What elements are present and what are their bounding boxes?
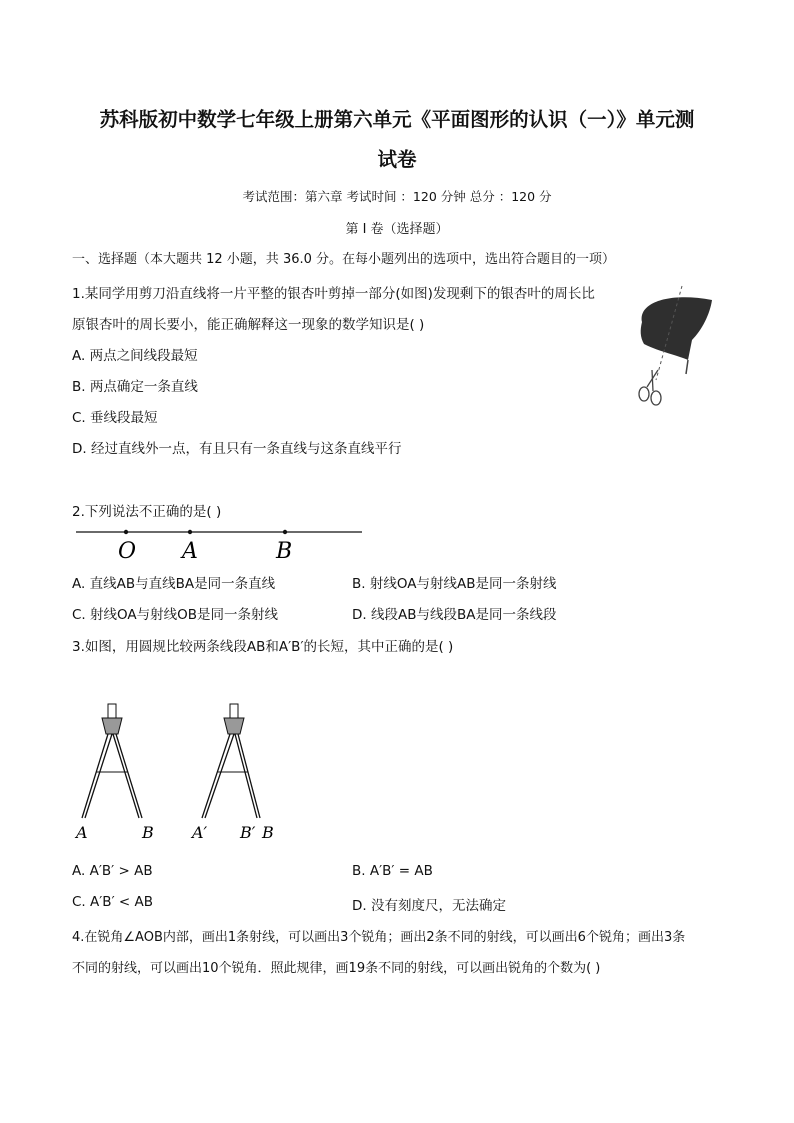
q2-option-d: D. 线段AB与线段BA是同一条线段 (352, 607, 557, 623)
exam-title-line2: 试卷 (377, 148, 417, 171)
q4-stem-line2: 不同的射线，可以画出10个锐角．照此规律，画19条不同的射线，可以画出锐角的个数为( ) (72, 961, 601, 976)
exam-title-line1: 苏科版初中数学七年级上册第六单元《平面图形的认识（一）》单元测 (99, 108, 695, 131)
point-a (188, 530, 192, 534)
exam-meta: 考试范围：第六章 考试时间 ：120 分钟 总分 ：120 分 (242, 189, 552, 204)
q2-option-a: A. 直线AB与直线BA是同一条直线 (72, 576, 276, 592)
label-b-prime: B′ (240, 823, 256, 842)
label-b-right: B (262, 823, 274, 842)
q3-option-d: D. 没有刻度尺，无法确定 (352, 898, 506, 914)
q1-stem-line1: 1.某同学用剪刀沿直线将一片平整的银杏叶剪掉一部分(如图)发现剩下的银杏叶的周长比 (72, 286, 595, 302)
point-o (124, 530, 128, 534)
q2-stem: 2.下列说法不正确的是( ) (72, 504, 222, 520)
q1-option-b: B. 两点确定一条直线 (72, 379, 198, 395)
q2-option-b: B. 射线OA与射线AB是同一条射线 (352, 576, 557, 592)
label-a-prime: A′ (192, 823, 208, 842)
q3-option-a: A. A′B′ > AB (72, 863, 153, 879)
section-heading: 一、选择题（本大题共 12 小题，共 36.0 分。在每小题列出的选项中，选出符合题目的一项） (72, 252, 616, 267)
q3-stem: 3.如图，用圆规比较两条线段AB和A′B′的长短，其中正确的是( ) (72, 639, 454, 655)
q1-option-a: A. 两点之间线段最短 (72, 348, 198, 364)
q3-option-b: B. A′B′ = AB (352, 863, 433, 879)
q2-option-c: C. 射线OA与射线OB是同一条射线 (72, 607, 279, 623)
label-b: B (276, 539, 293, 564)
q3-option-c: C. A′B′ < AB (72, 894, 154, 910)
q4-stem-line1: 4.在锐角∠AOB内部，画出1条射线，可以画出3个锐角；画出2条不同的射线，可以画出6个锐角；画出3条 (72, 930, 686, 945)
q1-option-d: D. 经过直线外一点，有且只有一条直线与这条直线平行 (72, 441, 402, 457)
label-a: A (182, 539, 198, 564)
q2-line-figure (72, 524, 364, 564)
compass-left (82, 704, 142, 818)
volume-heading: 第 I 卷（选择题） (345, 222, 449, 237)
label-a-left: A (76, 823, 88, 842)
compass-figure (72, 700, 292, 845)
q1-option-c: C. 垂线段最短 (72, 410, 158, 426)
q1-stem-line2: 原银杏叶的周长要小，能正确解释这一现象的数学知识是( ) (72, 317, 425, 333)
compass-right (202, 704, 260, 818)
label-b-left: B (142, 823, 154, 842)
label-o: O (118, 539, 137, 564)
point-b (283, 530, 287, 534)
ginkgo-leaf-figure (630, 282, 722, 412)
